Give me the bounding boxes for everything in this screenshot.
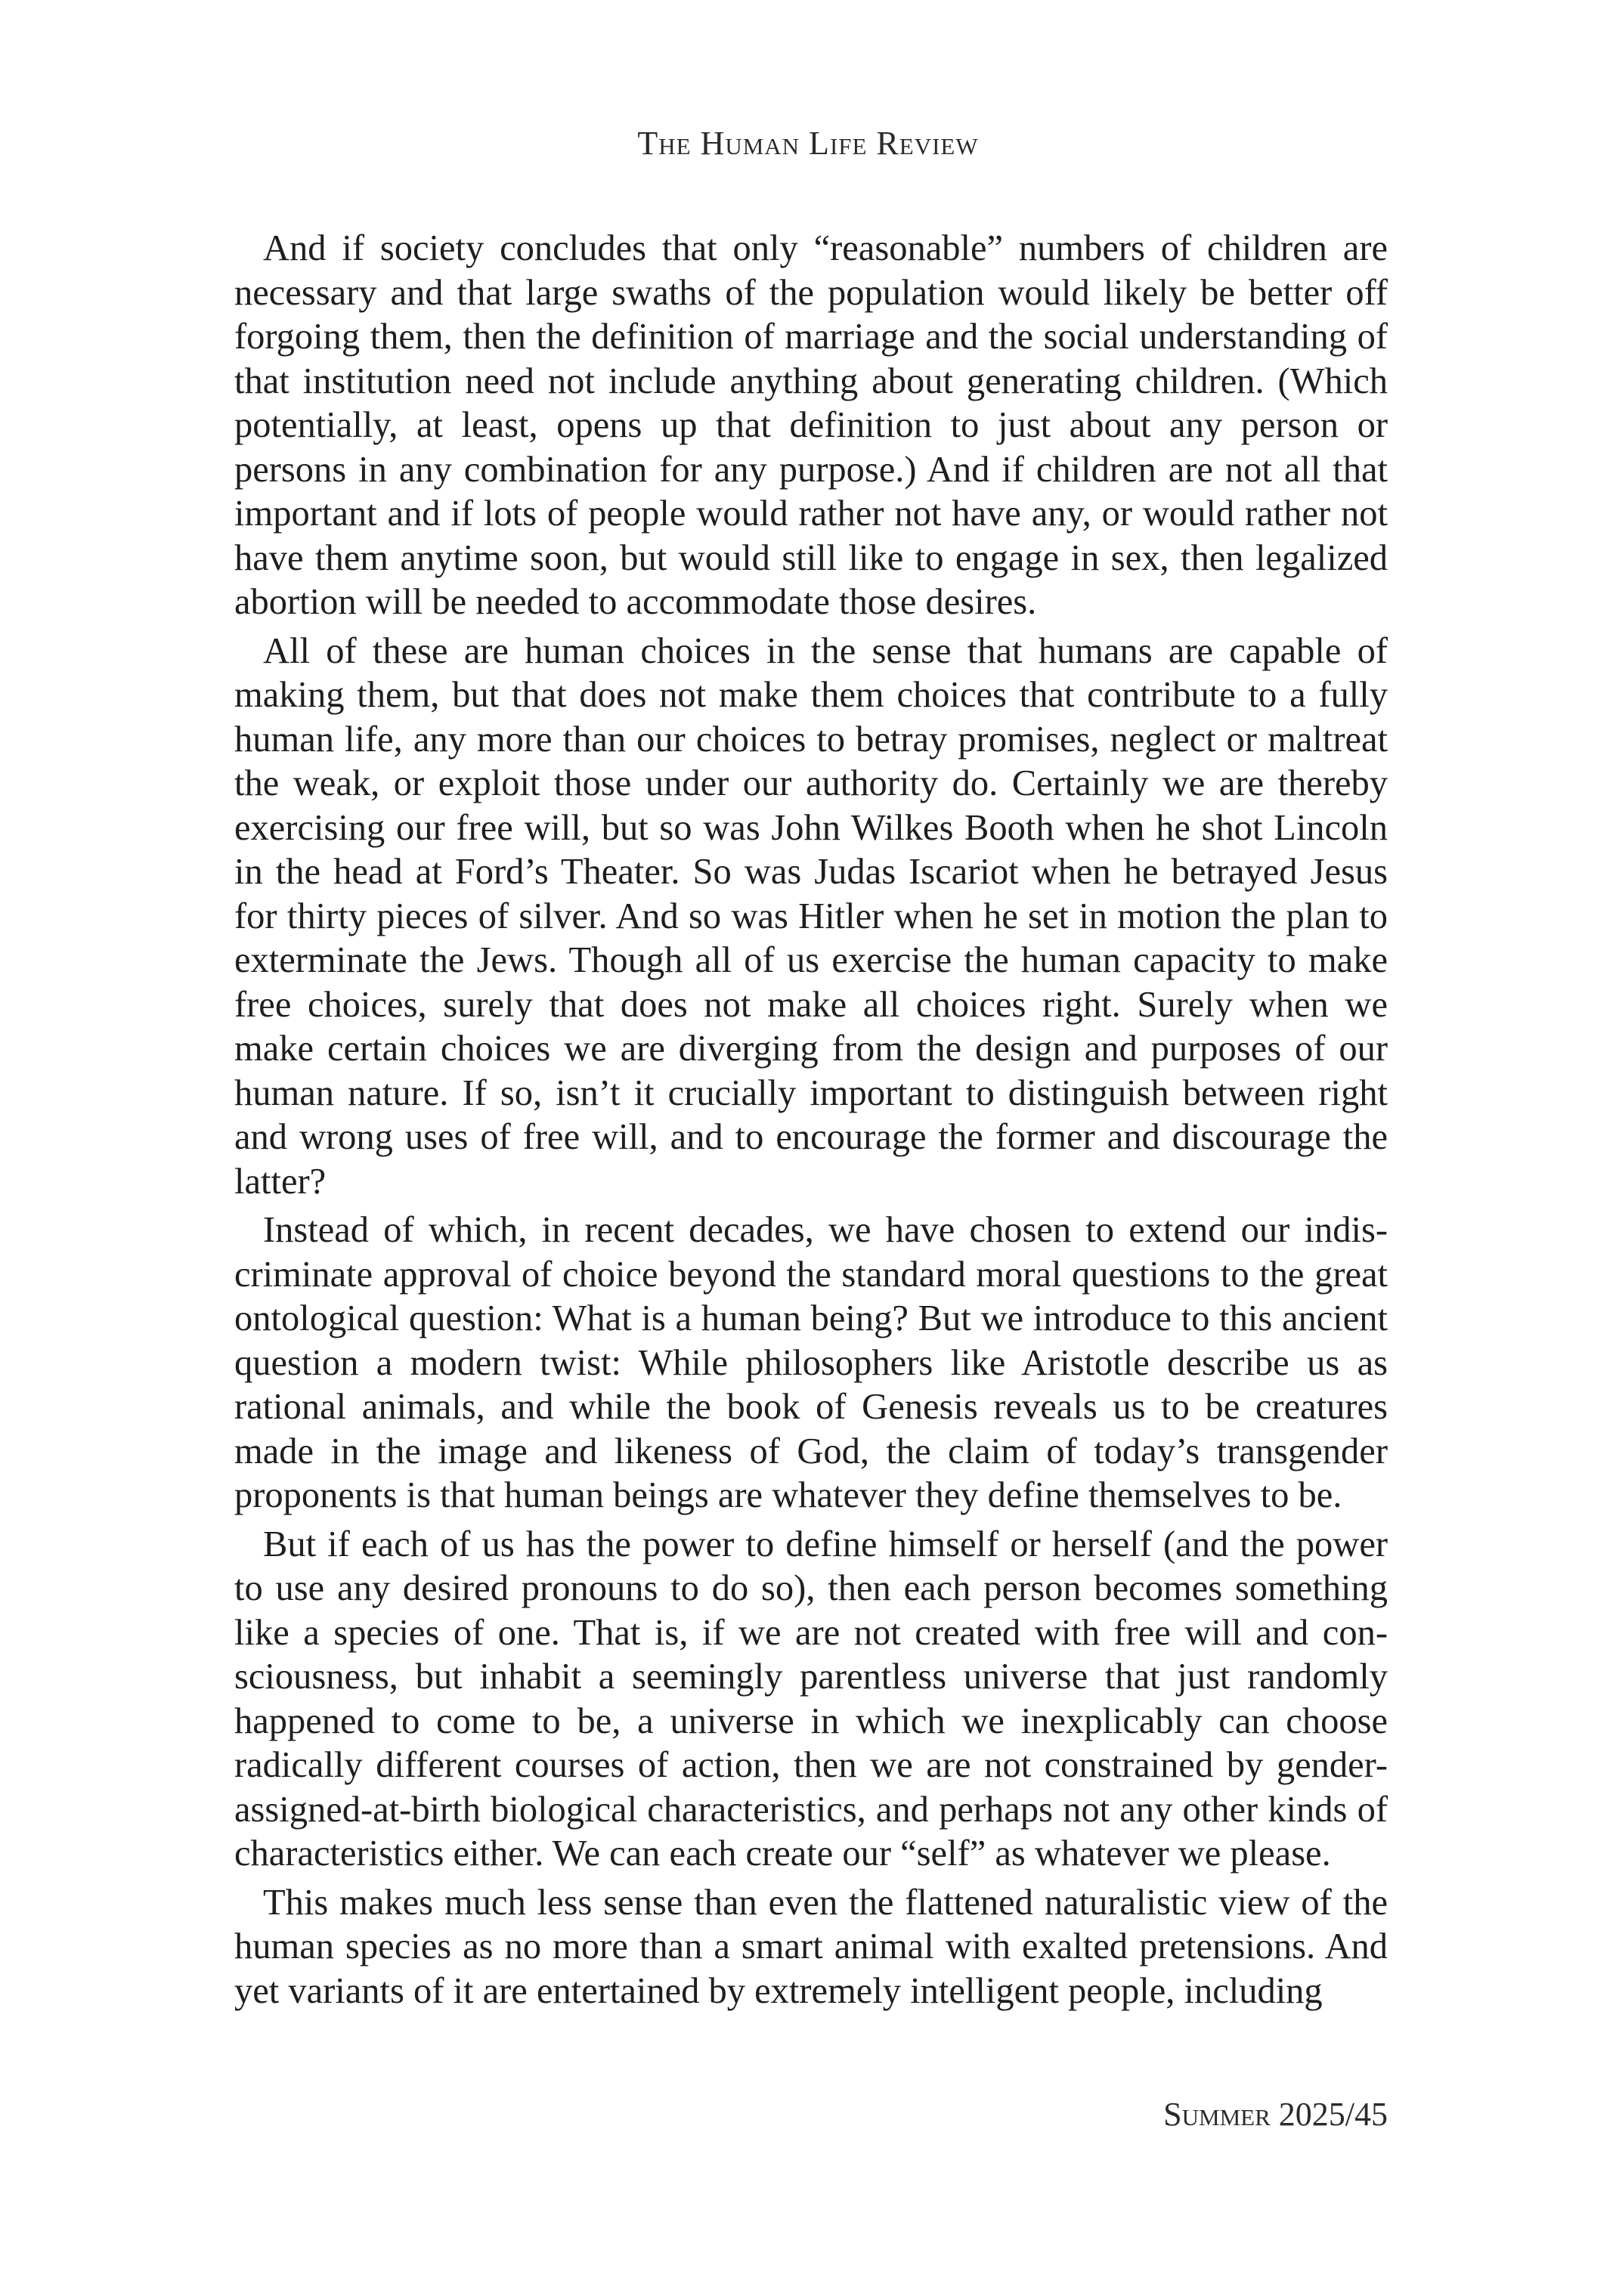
page-folio: Summer 2025/45: [1163, 2096, 1388, 2133]
paragraph-2: All of these are human choices in the sense that humans are capable of making them, but that does not make them choices that contribute to a fully human life, any more than our choices to betray promises, neglect or maltreat the weak, or exploit those under our authority do. Certainly we are thereby exercising our free will, but so was John Wilkes Booth when he shot Lincoln in the head at Ford’s Theater. So was Judas Iscariot when he betrayed Jesus for thirty pieces of silver. And so was Hitler when he set in motion the plan to exterminate the Jews. Though all of us exercise the human capacity to make free choices, surely that does not make all choices right. Surely when we make certain choices we are diverging from the design and purposes of our human nature. If so, isn’t it crucially important to distinguish between right and wrong uses of free will, and to encourage the former and discourage the latter?: [234, 630, 1388, 1202]
article-body: [234, 227, 1388, 2013]
paragraph-5: This makes much less sense than even the flattened naturalistic view of the human species as no more than a smart animal with exalted pretensions. And yet variants of it are entertained by extremely intelligent people, including: [234, 1882, 1388, 2011]
paragraph-3: Instead of which, in recent decades, we have chosen to extend our indiscriminate approval of choice beyond the standard moral questions to the great ontological question: What is a human being? But we introduce to this ancient question a modern twist: While philosophers like Aristotle describe us as rational animals, and while the book of Genesis reveals us to be creatures made in the image and likeness of God, the claim of today’s transgender proponents is that human beings are whatever they define themselves to be.: [234, 1210, 1388, 1515]
paragraph-1: And if society concludes that only “reasonable” numbers of children are necessary and that large swaths of the population would likely be better off forgoing them, then the definition of marriage and the social understanding of that institution need not include anything about generating children. (Which potentially, at least, opens up that definition to just about any person or persons in any combination for any purpose.) And if children are not all that important and if lots of people would rather not have any, or would rather not have them anytime soon, but would still like to engage in sex, then legalized abortion will be needed to accommodate those desires.: [234, 228, 1388, 622]
running-head-title: The Human Life Review: [637, 125, 979, 162]
paragraph-4: But if each of us has the power to define himself or herself (and the power to use any desired pronouns to do so), then each person becomes something like a species of one. That is, if we are not created with free will and consciousness, but inhabit a seemingly parentless universe that just randomly happened to come to be, a universe in which we inexplicably can choose radically different courses of action, then we are not constrained by gender-assigned-at-birth biological characteristics, and perhaps not any other kinds of characteristics either. We can each create our “self” as whatever we please.: [234, 1524, 1388, 1874]
